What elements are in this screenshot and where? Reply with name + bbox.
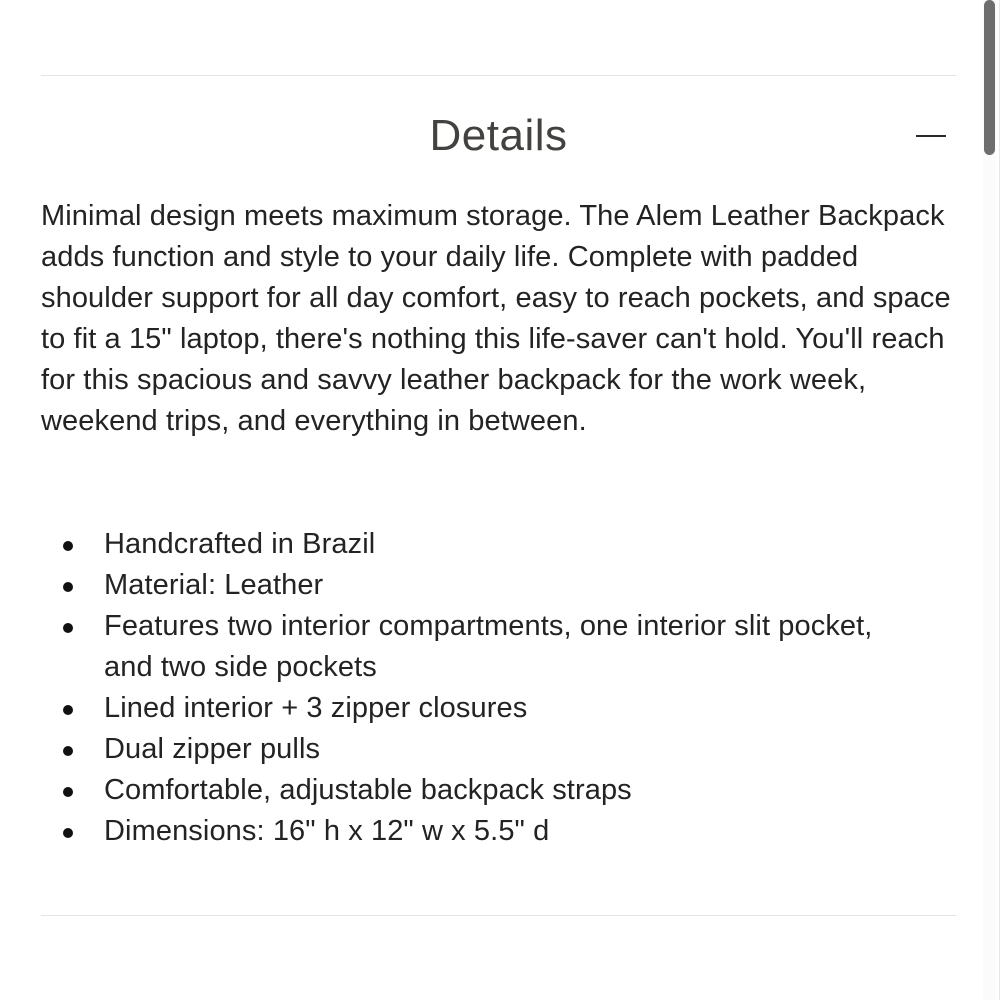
collapse-section-button[interactable] [906, 111, 956, 161]
bullet-icon [63, 623, 73, 633]
list-item-label: Features two interior compartments, one interior slit pocket, and two side pockets [104, 610, 873, 683]
details-accordion-header[interactable] [41, 103, 956, 177]
list-item [41, 688, 921, 729]
bullet-icon [63, 787, 73, 797]
bullet-icon [63, 705, 73, 715]
list-item-label: Dual zipper pulls [104, 733, 321, 765]
bullet-icon [63, 541, 73, 551]
list-item-label: Handcrafted in Brazil [104, 528, 376, 560]
product-feature-list [41, 524, 921, 852]
bullet-icon [63, 582, 73, 592]
list-item [41, 811, 921, 852]
list-item [41, 565, 921, 606]
list-item-label: Material: Leather [104, 569, 324, 601]
page-title: Details [429, 111, 568, 160]
list-item-label: Lined interior + 3 zipper closures [104, 692, 528, 724]
section-divider-bottom [41, 915, 956, 916]
vertical-scrollbar-thumb[interactable] [984, 0, 995, 155]
minus-icon [916, 135, 946, 137]
section-divider-top [41, 75, 956, 76]
list-item [41, 606, 921, 688]
list-item [41, 770, 921, 811]
product-description: Minimal design meets maximum storage. The Alem Leather Backpack adds function and style to your daily life. Complete with padded shoulder support for all day comfort, easy to reach pockets, and space to fit a 15" laptop, there's nothing this life-saver can't hold. You'll reach for this spacious and savvy leather backpack for the work week, weekend trips, and everything in between. [41, 200, 951, 437]
list-item [41, 524, 921, 565]
list-item-label: Dimensions: 16" h x 12" w x 5.5" d [104, 815, 550, 847]
list-item-label: Comfortable, adjustable backpack straps [104, 774, 632, 806]
bullet-icon [63, 746, 73, 756]
list-item [41, 729, 921, 770]
bullet-icon [63, 828, 73, 838]
